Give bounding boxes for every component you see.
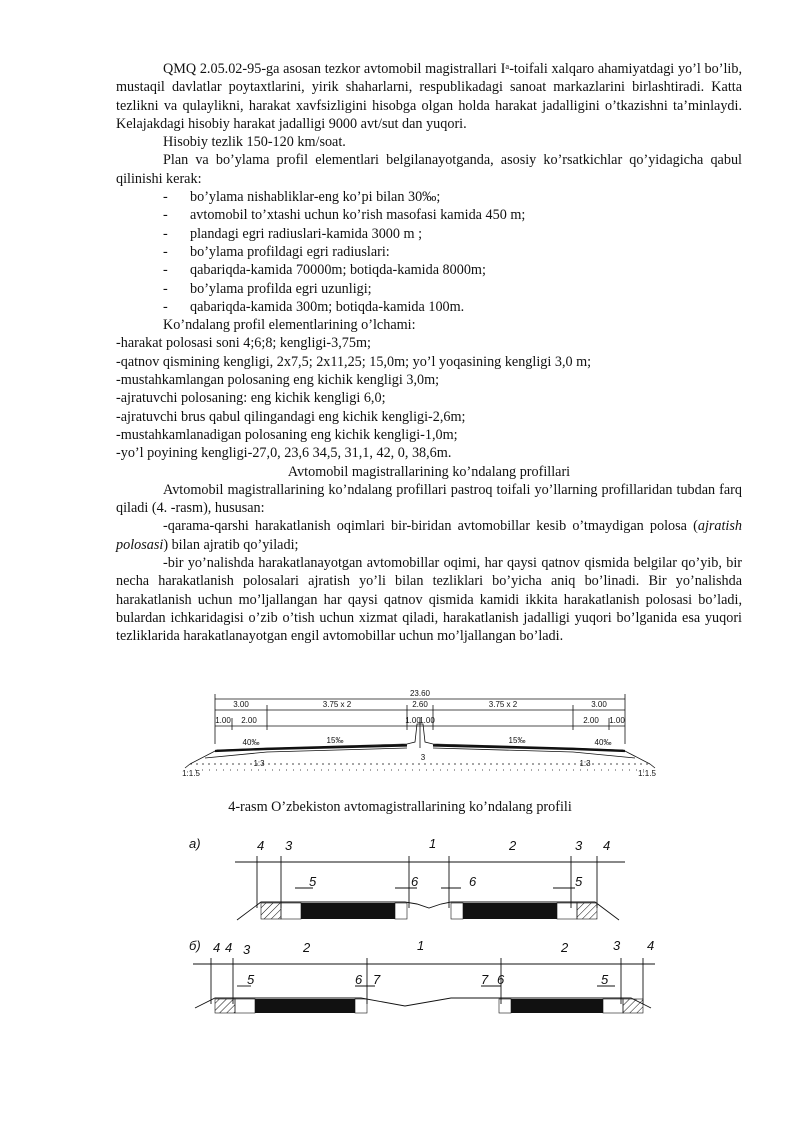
dimension-list-item: -harakat polosasi soni 4;6;8; kengligi-3,75m; (116, 335, 371, 352)
indicator-list-text: qabariqda-kamida 300m; botiqda-kamida 100m. (190, 298, 465, 315)
slope-left-shoulder: 40‰ (242, 738, 260, 747)
num-b-3: 2 (303, 940, 311, 955)
figure-caption: 4-rasm O’zbekiston avtomagistrallarining ko’ndalang profili (228, 799, 572, 815)
num-a-2: 1 (429, 836, 437, 851)
dim-r1: 1.00 (609, 716, 625, 725)
paragraph-speed: Hisobiy tezlik 150-120 km/soat. (163, 134, 346, 151)
dimension-list-item: -mustahkamlanadigan polosaning eng kichik kengligi-1,0m; (116, 426, 458, 443)
separation-term: ajratish polosasi (116, 518, 742, 553)
num-a-8: 6 (469, 874, 477, 889)
num-b-5: 2 (561, 940, 569, 955)
indicator-list-text: bo’ylama profilda egri uzunligi; (190, 280, 372, 297)
num-b-8: 5 (247, 972, 255, 987)
cross-section-figure (182, 688, 656, 796)
separation-text-a: -qarama-qarshi harakatlanish oqimlari bir-biridan avtomobillar kesib o’tmaydigan polosa ( (163, 518, 698, 535)
list-dash: - (163, 243, 168, 260)
list-dash: - (163, 298, 168, 315)
indicator-list-item (116, 243, 742, 261)
indicator-list-item (116, 206, 742, 224)
slope-right-bank: 1:1.5 (638, 769, 656, 778)
list-dash: - (163, 280, 168, 297)
num-a-9: 5 (575, 874, 583, 889)
center-mark: 3 (420, 753, 426, 762)
dimension-list-item: -mustahkamlangan polosaning eng kichik kengligi 3,0m; (116, 372, 440, 389)
num-b-12: 6 (497, 972, 505, 987)
dimension-list-item: -ajratuvchi brus qabul qilingandagi eng kichik kengligi-2,6m; (116, 408, 466, 425)
paragraph-lanes: -bir yo’nalishda harakatlanayotgan avtomobillar oqimi, har qaysi qatnov qismida belgilar qo’yib, bir necha harakatlanish polosalari ajratish yo’li bilan tezliklari bo’yicha aniq bo’linadi. Bir yo’nalishda harakatlanish uchun mo’ljallangan har qaysi qatnov qismida kamidi ikkita harakatlanish polosasi bo’ladi, bulardan ichkaridagisi o’zib o’tish uchun xizmat qiladi, harakatlanish jadalligi yuqori bo’lganida esa yuqori tezliklarida harakatlanayotgan engil avtomobillar uchun mo’ljallangan bo’ladi. (116, 555, 742, 645)
label-a: a) (189, 836, 201, 851)
num-a-5: 4 (603, 838, 611, 853)
num-a-1: 3 (285, 838, 293, 853)
indicator-list-item (116, 298, 742, 316)
dimension-list-item: -yo’l poyining kengligi-27,0, 23,6 34,5, 31,1, 42, 0, 38,6m. (116, 445, 452, 462)
num-a-7: 6 (411, 874, 419, 889)
dim-l1: 1.00 (215, 716, 231, 725)
list-dash: - (163, 189, 168, 206)
dim-m2: 1.00 (419, 716, 435, 725)
schematic-figure (185, 828, 665, 1028)
num-b-2: 3 (243, 942, 251, 957)
slope-left-road: 15‰ (326, 736, 344, 745)
dimension-list (116, 334, 742, 462)
num-a-0: 4 (257, 838, 265, 853)
list-dash: - (163, 207, 168, 224)
paragraph-plan: Plan va bo’ylama profil elementlari belgilanayotganda, asosiy ko’rsatkichlar qo’yidagicha qabul qilinishi kerak: (116, 152, 742, 187)
section-heading: Avtomobil magistrallarining ko’ndalang profillari (287, 463, 571, 480)
indicator-list-text: avtomobil to’xtashi uchun ko’rish masofasi kamida 450 m; (190, 207, 526, 224)
separation-text-b: ) bilan ajratib qo’yiladi; (163, 536, 299, 553)
dim-total: 23.60 (409, 689, 431, 698)
paragraph-profiles: Avtomobil magistrallarining ko’ndalang profillari pastroq toifali yo’llarning profillaridan tubdan farq qiladi (4. -rasm), hususan: (116, 481, 742, 517)
num-b-6: 3 (613, 938, 621, 953)
dim-right-shoulder: 3.00 (591, 700, 607, 709)
num-a-4: 3 (575, 838, 583, 853)
num-b-7: 4 (647, 938, 655, 953)
num-b-9: 6 (355, 972, 363, 987)
slope-right-road: 15‰ (508, 736, 526, 745)
dim-r2: 2.00 (583, 716, 599, 725)
num-b-1: 4 (225, 940, 233, 955)
dim-right-carriage: 3.75 x 2 (488, 700, 518, 709)
dim-l2: 2.00 (241, 716, 257, 725)
dim-left-carriage: 3.75 x 2 (322, 700, 352, 709)
paragraph-dimensions: Ko’ndalang profil elementlarining o’lchami: (163, 317, 416, 334)
num-b-0: 4 (213, 940, 221, 955)
label-b: б) (189, 938, 201, 953)
slope-left-bank: 1:1.5 (182, 769, 200, 778)
dimension-list-item: -qatnov qismining kengligi, 2x7,5; 2x11,25; 15,0m; yo’l yoqasining kengligi 3,0 m; (116, 353, 592, 370)
slope-right-bank2: 1:3 (579, 759, 591, 768)
indicator-list-text: plandagi egri radiuslari-kamida 3000 m ; (190, 225, 423, 242)
slope-right-shoulder: 40‰ (594, 738, 612, 747)
num-a-3: 2 (509, 838, 517, 853)
list-dash: - (163, 262, 168, 279)
indicator-list-item (116, 188, 742, 206)
dim-left-shoulder: 3.00 (233, 700, 249, 709)
indicator-list-text: bo’ylama nishabliklar-eng ko’pi bilan 30‰; (190, 189, 441, 206)
dim-median: 2.60 (412, 700, 428, 709)
document-body (116, 60, 742, 646)
indicator-list-item (116, 225, 742, 243)
indicator-list-text: bo’ylama profildagi egri radiuslari: (190, 243, 390, 260)
indicator-list-text: qabariqda-kamida 70000m; botiqda-kamida 8000m; (190, 262, 486, 279)
indicator-list-item (116, 280, 742, 298)
num-b-13: 5 (601, 972, 609, 987)
indicator-list-item (116, 261, 742, 279)
paragraph-separation (116, 517, 742, 554)
num-a-6: 5 (309, 874, 317, 889)
paragraph-intro: QMQ 2.05.02-95-ga asosan tezkor avtomobil magistrallari Iᵃ-toifali xalqaro ahamiyatdagi yo’l bo’lib, mustaqil davlatlar poytaxtlarini, yirik shaharlarni, respublikadagi sanoat markazlarini birlashtiradi. Katta tezlikni va qulaylikni, harakat xavfsizligini hisobga olgan holda harakat jadalligini o’tkazishni ta’minlaydi. Kelajakdagi hisobiy harakat jadalligi 9000 avt/sut dan yuqori. (116, 61, 742, 132)
indicator-list (116, 188, 742, 316)
list-dash: - (163, 225, 168, 242)
num-b-10: 7 (373, 972, 381, 987)
dim-m1: 1.00 (405, 716, 421, 725)
num-b-11: 7 (481, 972, 489, 987)
dimension-list-item: -ajratuvchi polosaning: eng kichik kengligi 6,0; (116, 390, 386, 407)
slope-left-bank2: 1:3 (253, 759, 265, 768)
num-b-4: 1 (417, 938, 425, 953)
